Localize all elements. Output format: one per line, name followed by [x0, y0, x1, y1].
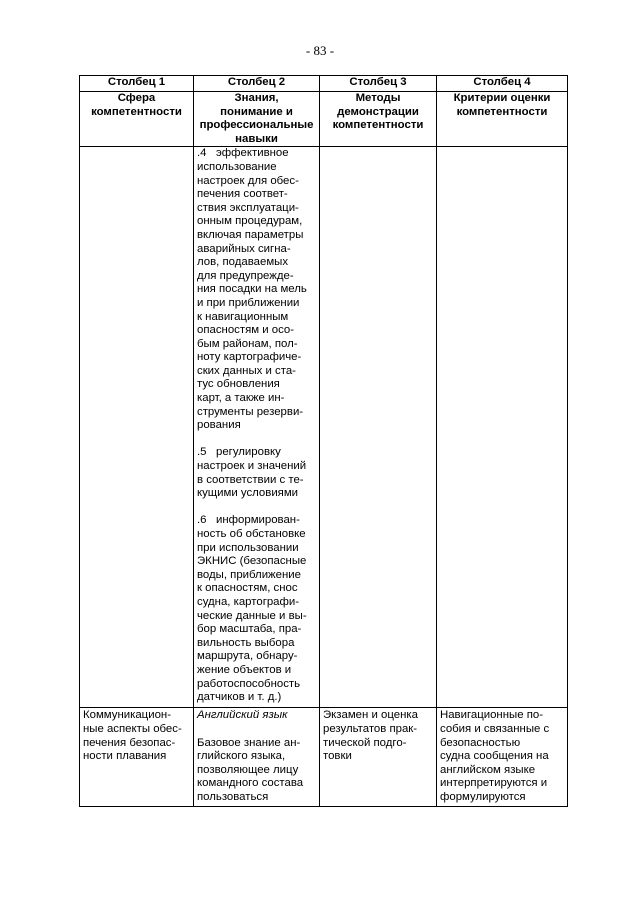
- column-number-4: Столбец 4: [437, 76, 568, 92]
- column-number-2: Столбец 2: [194, 76, 320, 92]
- list-item-5: .5 регулировку настроек и значений в соответствии с те- кущими условиями: [197, 446, 307, 500]
- english-language-title: Английский язык: [197, 709, 288, 722]
- row1-col2: [194, 147, 320, 708]
- row1-col1: [80, 147, 194, 708]
- column-number-row: [80, 76, 568, 92]
- list-item-4: .4 эффективное использование настроек для обес- печения соответ- ствия эксплуатаци- онным процедурам, включая параметры аварийных сигна- лов, подаваемых для предупрежде- ния посадки на мель и при приближении к навигационным опасностям и осо- бым районам, пол- ноту картографиче- ских данных и ста- тус обновления карт, а также ин- струменты резерви- рования: [197, 147, 307, 432]
- header-criteria: Критерии оценки компетентности: [437, 92, 568, 147]
- header-row: [80, 92, 568, 147]
- row2-col3: Экзамен и оценка результатов прак- тической подго- товки: [320, 708, 437, 806]
- competence-table: [79, 75, 568, 807]
- row2-col1: Коммуникацион- ные аспекты обес- печения безопас- ности плавания: [80, 708, 194, 806]
- row2-col4: Навигационные по- собия и связанные с безопасностью судна сообщения на английском языке интерпретируются и формулируются: [437, 708, 568, 806]
- header-methods: Методы демонстрации компетентности: [320, 92, 437, 147]
- header-knowledge: Знания, понимание и профессиональные навыки: [194, 92, 320, 147]
- list-item-6: .6 информирован- ность об обстановке при использовании ЭКНИС (безопасные воды, приближение к опасностям, снос судна, картографи- ческие данные и вы- бор масштаба, пра- вильность выбора маршрута, обнару- жение объектов и работоспособность датчиков и т. д.): [197, 514, 307, 704]
- page-number: - 83 -: [305, 43, 335, 58]
- column-number-1: Столбец 1: [80, 76, 194, 92]
- row1-col4: [437, 147, 568, 708]
- row2-col2: Английский язык Базовое знание ан- глийского языка, позволяющее лицу командного состава пользоваться: [194, 708, 320, 806]
- header-competence-area: Сфера компетентности: [80, 92, 194, 147]
- row1-col3: [320, 147, 437, 708]
- table-row: [80, 708, 568, 806]
- table-row: [80, 147, 568, 708]
- column-number-3: Столбец 3: [320, 76, 437, 92]
